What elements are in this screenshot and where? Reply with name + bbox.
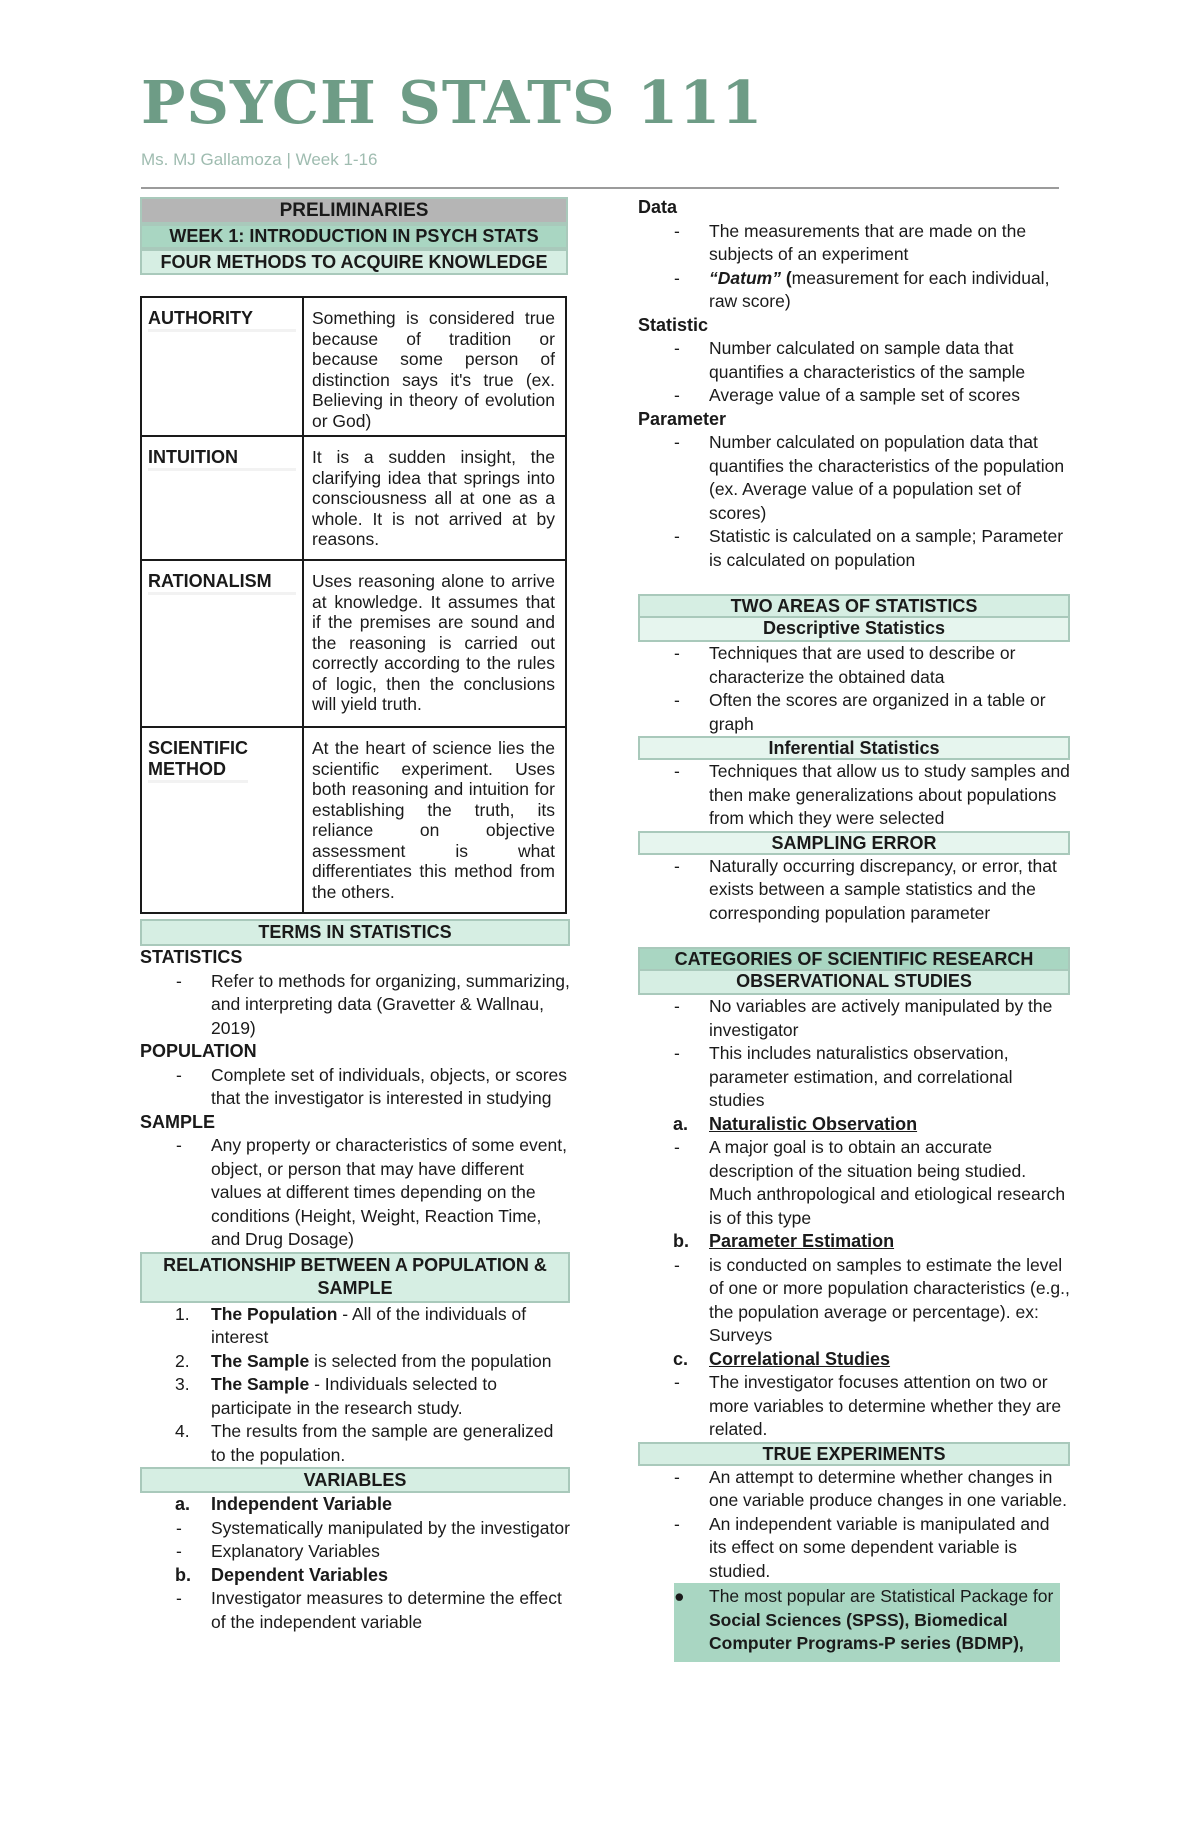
observational-list <box>638 995 1070 1113</box>
correlational-heading: c. Correlational Studies <box>673 1348 891 1369</box>
population-term: POPULATION <box>140 1041 257 1061</box>
list-item: - Investigator measures to determine the effect of the independent variable <box>140 1587 570 1634</box>
list-item: - Techniques that are used to describe or characterize the obtained data <box>638 642 1070 689</box>
population-list <box>140 1064 570 1111</box>
page-title: PSYCH STATS 111 <box>141 68 764 137</box>
page-subtitle: Ms. MJ Gallamoza | Week 1-16 <box>141 150 378 169</box>
methods-table <box>140 296 567 914</box>
list-item: - “Datum” (measurement for each individual, raw score) <box>638 267 1070 314</box>
true-experiments-header: TRUE EXPERIMENTS <box>638 1442 1070 1466</box>
two-areas-header: TWO AREAS OF STATISTICS <box>638 594 1070 618</box>
list-item: 2. The Sample is selected from the population <box>175 1350 552 1371</box>
statistic-list <box>638 337 1070 408</box>
inferential-header: Inferential Statistics <box>638 736 1070 760</box>
statistics-list <box>140 970 570 1041</box>
variables-header: VARIABLES <box>140 1467 570 1493</box>
naturalistic-heading: a. Naturalistic Observation <box>673 1113 918 1134</box>
list-item: - Often the scores are organized in a table or graph <box>638 689 1070 736</box>
list-item: - Refer to methods for organizing, summarizing, and interpreting data (Gravetter & Wallnau, 2019) <box>140 970 570 1041</box>
list-item: - Naturally occurring discrepancy, or error, that exists between a sample statistics and the corresponding population parameter <box>638 855 1070 926</box>
dependent-list <box>140 1587 570 1634</box>
data-list <box>638 220 1070 314</box>
list-item: - Number calculated on population data that quantifies the characteristics of the population (ex. Average value of a population set of scores) <box>638 431 1070 525</box>
list-item: 4. The results from the sample are generalized to the population. <box>175 1421 554 1465</box>
terms-header: TERMS IN STATISTICS <box>140 919 570 946</box>
categories-header: CATEGORIES OF SCIENTIFIC RESEARCH <box>638 947 1070 971</box>
list-item: - Techniques that allow us to study samples and then make generalizations about populations from which they were selected <box>638 760 1070 831</box>
list-item: - Average value of a sample set of scores <box>638 384 1070 408</box>
list-item: - Explanatory Variables <box>140 1540 570 1564</box>
popular-software-note: ● The most popular are Statistical Package for Social Sciences (SPSS), Biomedical Computer Programs-P series (BDMP), <box>674 1583 1060 1662</box>
week1-header: WEEK 1: INTRODUCTION IN PSYCH STATS <box>140 224 568 249</box>
inferential-list <box>638 760 1070 831</box>
list-item: - Complete set of individuals, objects, or scores that the investigator is interested in studying <box>140 1064 570 1111</box>
list-item: - An independent variable is manipulated and its effect on some dependent variable is studied. <box>638 1513 1070 1584</box>
header-divider <box>141 187 1059 189</box>
method-name: RATIONALISM <box>148 571 296 595</box>
list-item: - No variables are actively manipulated by the investigator <box>638 995 1070 1042</box>
data-term: Data <box>638 197 678 217</box>
relationship-header: RELATIONSHIP BETWEEN A POPULATION & SAMPLE <box>140 1252 570 1303</box>
preliminaries-header: PRELIMINARIES <box>140 197 568 224</box>
methods-header: FOUR METHODS TO ACQUIRE KNOWLEDGE <box>140 249 568 275</box>
sample-term: SAMPLE <box>140 1111 216 1132</box>
left-terms-section <box>140 919 570 1634</box>
method-name: AUTHORITY <box>148 308 296 332</box>
list-item: - Number calculated on sample data that quantifies a characteristics of the sample <box>638 337 1070 384</box>
parameter-list <box>638 431 1070 572</box>
table-row <box>141 727 566 913</box>
statistic-term: Statistic <box>638 314 709 335</box>
sampling-error-header: SAMPLING ERROR <box>638 831 1070 855</box>
naturalistic-list <box>638 1136 1070 1230</box>
list-item: - Statistic is calculated on a sample; Parameter is calculated on population <box>638 525 1070 572</box>
method-desc: It is a sudden insight, the clarifying idea that springs into consciousness all at one as a whole. It is not arrived at by reasons. <box>303 436 566 560</box>
true-experiments-list <box>638 1466 1070 1584</box>
bullet-icon: ● <box>674 1586 685 1606</box>
method-desc: Uses reasoning alone to arrive at knowledge. It assumes that if the premises are sound and the reasoning is carried out correctly according to the rules of logic, then the conclusions will yield truth. <box>303 560 566 727</box>
list-item: - Systematically manipulated by the investigator <box>140 1517 570 1541</box>
relationship-list <box>140 1303 570 1468</box>
list-item: - is conducted on samples to estimate the level of one or more population characteristics (e.g., the population average or percentage). ex: Surveys <box>638 1254 1070 1348</box>
method-name: SCIENTIFIC METHOD <box>148 738 248 783</box>
sample-list <box>140 1134 570 1252</box>
list-item: - This includes naturalistics observation, parameter estimation, and correlational studies <box>638 1042 1070 1113</box>
table-row <box>141 436 566 560</box>
method-name: INTUITION <box>148 447 296 471</box>
list-item: - A major goal is to obtain an accurate description of the situation being studied. Much anthropological and etiological research is of this type <box>638 1136 1070 1230</box>
list-item: 3. The Sample - Individuals selected to participate in the research study. <box>175 1374 497 1418</box>
independent-list <box>140 1517 570 1564</box>
parameter-term: Parameter <box>638 408 727 429</box>
parameter-estimation-heading: b. Parameter Estimation <box>673 1231 895 1251</box>
parameter-estimation-list <box>638 1254 1070 1348</box>
correlational-list <box>638 1371 1070 1442</box>
descriptive-header: Descriptive Statistics <box>638 618 1070 642</box>
table-row <box>141 560 566 727</box>
statistics-term: STATISTICS <box>140 947 243 967</box>
list-item: - Any property or characteristics of some event, object, or person that may have different values at different times depending on the conditions (Height, Weight, Reaction Time, and Drug Dosage) <box>140 1134 570 1252</box>
list-item: 1. The Population - All of the individuals of interest <box>175 1303 527 1347</box>
dependent-variable-heading: b. Dependent Variables <box>175 1564 389 1585</box>
method-desc: Something is considered true because of tradition or because some person of distinction says it's true (ex. Believing in theory of evolution or God) <box>303 297 566 436</box>
observational-header: OBSERVATIONAL STUDIES <box>638 971 1070 995</box>
independent-variable-heading: a. Independent Variable <box>175 1494 393 1514</box>
method-desc: At the heart of science lies the scientific experiment. Uses both reasoning and intuition for establishing the truth, its reliance on objective assessment is what differentiates this method from the others. <box>303 727 566 913</box>
right-column <box>638 196 1070 1662</box>
sampling-error-list <box>638 855 1070 926</box>
list-item: - The measurements that are made on the subjects of an experiment <box>638 220 1070 267</box>
list-item: - The investigator focuses attention on two or more variables to determine whether they are related. <box>638 1371 1070 1442</box>
list-item: - An attempt to determine whether changes in one variable produce changes in one variable. <box>638 1466 1070 1513</box>
table-row <box>141 297 566 436</box>
descriptive-list <box>638 642 1070 736</box>
